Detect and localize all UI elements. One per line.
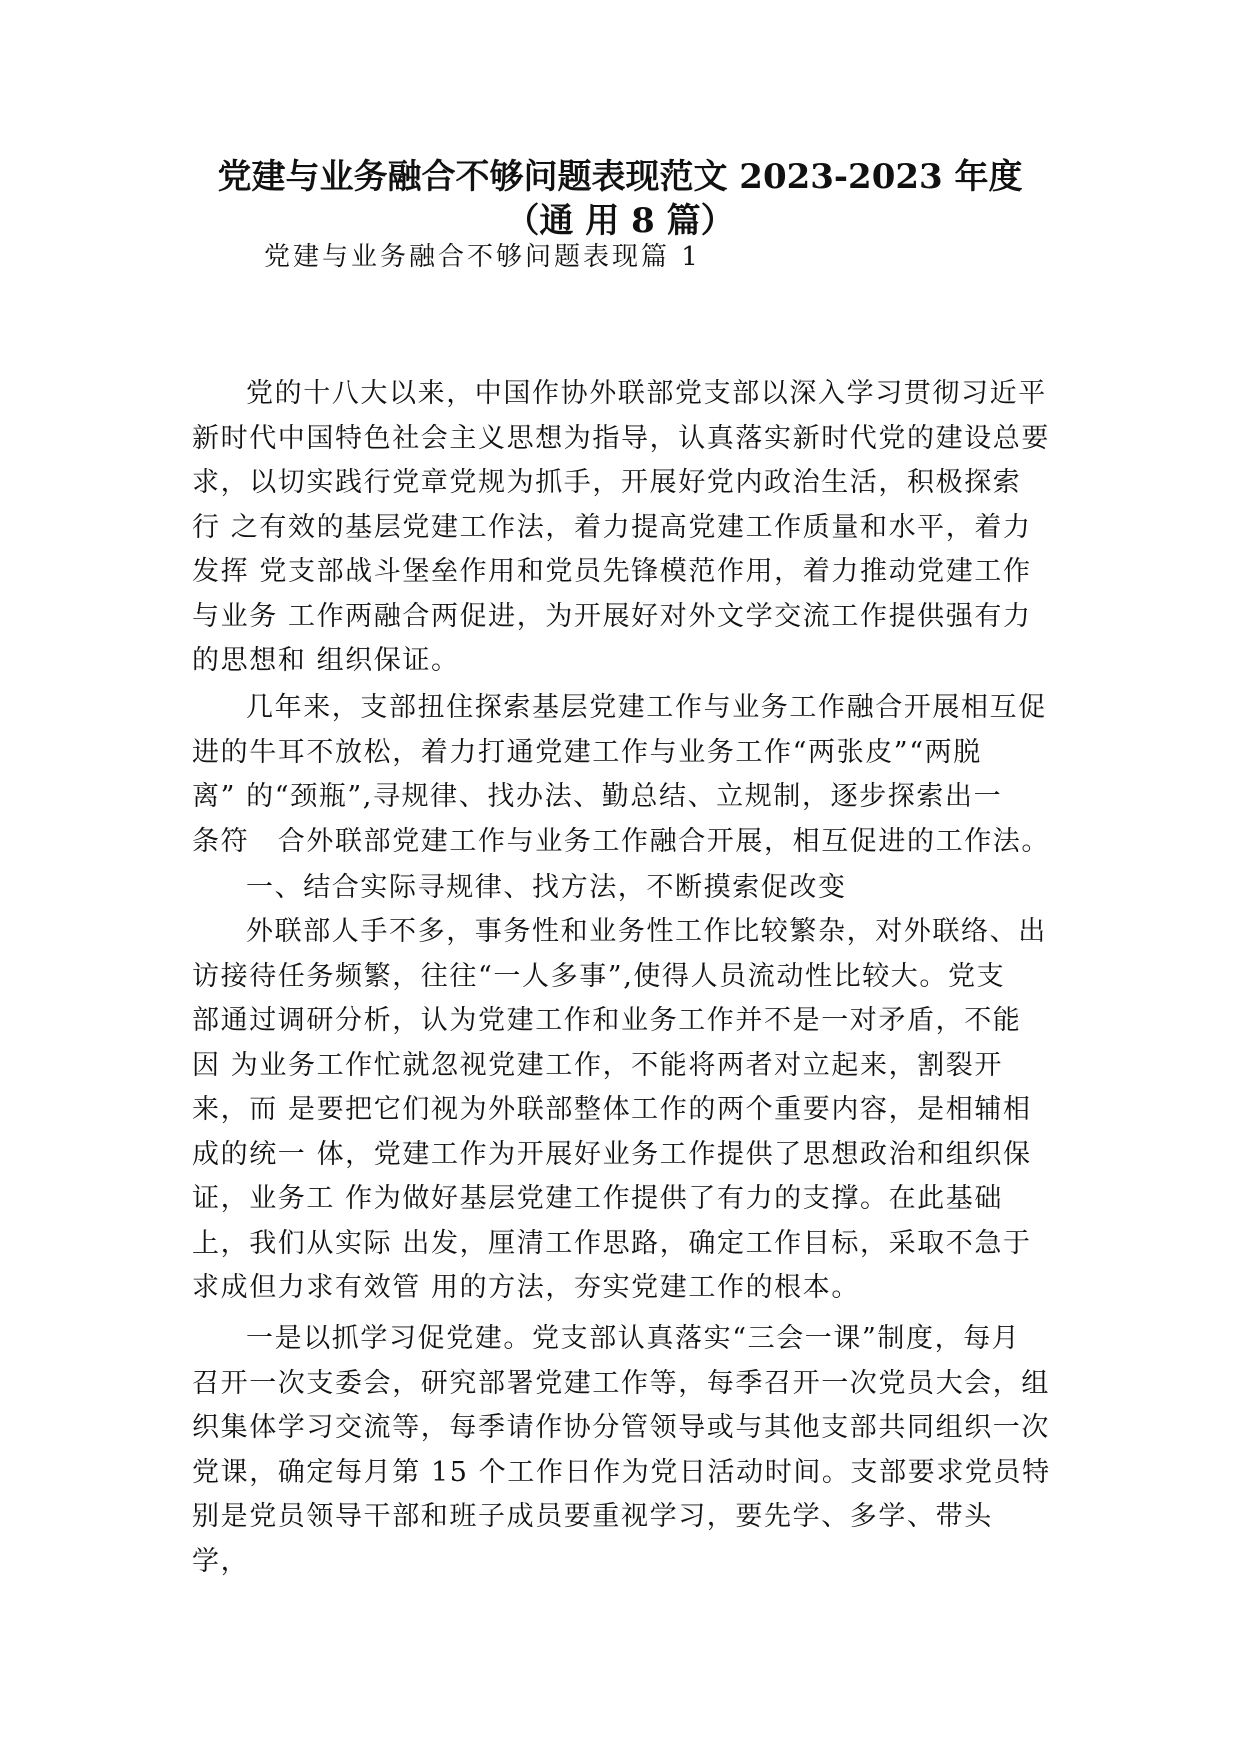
paragraph-line: 进的牛耳不放松，着力打通党建工作与业务工作“两张皮”“两脱 [192, 736, 982, 768]
paragraph-line: 学， [192, 1545, 250, 1577]
paragraph-line: 上，我们从实际 出发，厘清工作思路，确定工作目标，采取不急于 [192, 1227, 1032, 1259]
paragraph-5 [192, 1317, 1072, 1584]
paragraph-line: 来，而 是要把它们视为外联部整体工作的两个重要内容，是相辅相 [192, 1094, 1032, 1125]
paragraph-line: 行 之有效的基层党建工作法，着力提高党建工作质量和水平，着力 [192, 511, 1032, 543]
document-title-line-2: （通 用 8 篇） [505, 201, 735, 241]
section-heading: 党建与业务融合不够问题表现篇 1 [264, 242, 701, 272]
paragraph-4 [192, 910, 1072, 1311]
paragraph-line: 因 为业务工作忙就忽视党建工作，不能将两者对立起来，割裂开 [192, 1049, 1003, 1081]
paragraph-3 [192, 866, 1072, 911]
paragraph-1 [192, 372, 1072, 684]
paragraph-line: 成的统一 体，党建工作为开展好业务工作提供了思想政治和组织保 [192, 1138, 1032, 1170]
paragraph-line: 的思想和 组织保证。 [192, 645, 460, 676]
document-title-line-1: 党建与业务融合不够问题表现范文 2023-2023 年度 [217, 157, 1023, 197]
paragraph-line: 新时代中国特色社会主义思想为指导，认真落实新时代党的建设总要 [192, 422, 1050, 454]
paragraph-line: 部通过调研分析，认为党建工作和业务工作并不是一对矛盾，不能 [192, 1005, 1022, 1036]
paragraph-line: 与业务 工作两融合两促进，为开展好对外文学交流工作提供强有力 [192, 600, 1032, 632]
paragraph-line: 一是以抓学习促党建。党支部认真落实“三会一课”制度，每月 [246, 1323, 1021, 1354]
paragraph-line: 一、结合实际寻规律、找方法，不断摸索促改变 [246, 872, 847, 903]
paragraph-line: 外联部人手不多，事务性和业务性工作比较繁杂，对外联络、出 [246, 916, 1047, 947]
paragraph-line: 召开一次支委会，研究部署党建工作等，每季召开一次党员大会，组 [192, 1367, 1050, 1399]
paragraph-line: 几年来，支部扭住探索基层党建工作与业务工作融合开展相互促 [246, 692, 1047, 723]
paragraph-line: 条符 合外联部党建工作与业务工作融合开展，相互促进的工作法。 [192, 825, 1050, 857]
paragraph-line: 求成但力求有效管 用的方法，夯实党建工作的根本。 [192, 1272, 860, 1303]
paragraph-line: 别是党员领导干部和班子成员要重视学习，要先学、多学、带头 [192, 1501, 993, 1532]
paragraph-line: 党课，确定每月第 15 个工作日作为党日活动时间。支部要求党员特 [192, 1456, 1051, 1488]
paragraph-line: 党的十八大以来，中国作协外联部党支部以深入学习贯彻习近平 [246, 378, 1047, 409]
paragraph-line: 织集体学习交流等，每季请作协分管领导或与其他支部共同组织一次 [192, 1412, 1050, 1443]
paragraph-line: 求，以切实践行党章党规为抓手，开展好党内政治生活，积极探索 [192, 467, 1022, 498]
paragraph-line: 发挥 党支部战斗堡垒作用和党员先锋模范作用，着力推动党建工作 [192, 556, 1032, 587]
paragraph-line: 离” 的“颈瓶”,寻规律、找办法、勤总结、立规制，逐步探索出一 [192, 781, 1003, 812]
paragraph-2 [192, 686, 1072, 864]
paragraph-line: 证，业务工 作为做好基层党建工作提供了有力的支撑。在此基础 [192, 1183, 1003, 1214]
paragraph-line: 访接待任务频繁，往往“一人多事”,使得人员流动性比较大。党支 [192, 960, 1006, 992]
